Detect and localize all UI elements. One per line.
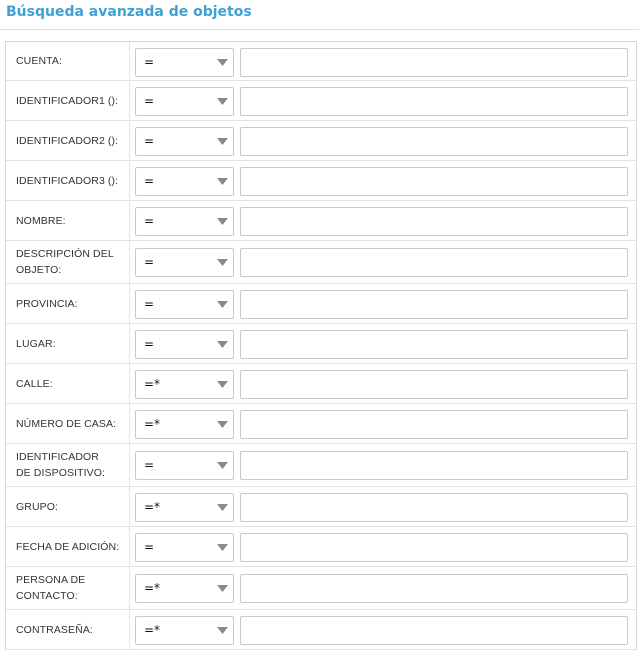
form-row [6,81,636,121]
field-label-cell [6,527,130,566]
field-label-cell [6,81,130,120]
operator-select[interactable] [135,533,234,562]
field-label: LUGAR: [16,337,56,350]
chevron-down-icon [217,627,228,634]
operator-select[interactable] [135,290,234,319]
chevron-down-icon [217,218,228,225]
value-input[interactable] [240,330,628,359]
field-label: PERSONA DE CONTACTO: [16,574,86,602]
field-label-cell [6,567,130,609]
operator-select[interactable] [135,616,234,645]
value-input[interactable] [240,533,628,562]
chevron-down-icon [217,544,228,551]
operator-select[interactable] [135,48,234,77]
search-form [5,41,637,650]
field-label: IDENTIFICADOR3 (): [16,174,119,187]
chevron-down-icon [217,585,228,592]
value-input[interactable] [240,48,628,77]
operator-value: = [144,214,155,228]
form-row [6,41,636,81]
form-row [6,404,636,444]
operator-value: = [144,134,155,148]
value-input[interactable] [240,370,628,399]
value-input[interactable] [240,167,628,196]
form-row [6,284,636,324]
operator-select[interactable] [135,127,234,156]
field-label-cell [6,161,130,200]
operator-select[interactable] [135,493,234,522]
value-input[interactable] [240,87,628,116]
field-label-cell [6,324,130,363]
field-label-cell [6,284,130,323]
chevron-down-icon [217,301,228,308]
form-row [6,364,636,404]
value-input[interactable] [240,493,628,522]
operator-select[interactable] [135,248,234,277]
field-label-cell [6,487,130,526]
form-row [6,487,636,527]
form-row [6,324,636,364]
field-label: IDENTIFICADOR2 (): [16,134,119,147]
operator-value: = [144,458,155,472]
field-label: CUENTA: [16,55,63,67]
field-label-cell [6,404,130,443]
page-title: Búsqueda avanzada de objetos [6,4,252,20]
field-label: NOMBRE: [16,214,66,227]
chevron-down-icon [217,504,228,511]
field-label: IDENTIFICADOR1 (): [16,94,119,107]
operator-value: =* [144,377,161,391]
field-label: CALLE: [16,377,53,390]
value-input[interactable] [240,410,628,439]
operator-select[interactable] [135,370,234,399]
chevron-down-icon [217,138,228,145]
operator-select[interactable] [135,451,234,480]
operator-value: = [144,297,155,311]
operator-value: =* [144,417,161,431]
operator-value: =* [144,623,161,637]
field-label-cell [6,364,130,403]
field-label: IDENTIFICADOR DE DISPOSITIVO: [16,451,106,479]
value-input[interactable] [240,127,628,156]
title-divider [0,29,639,30]
field-label: FECHA DE ADICIÓN: [16,540,120,553]
chevron-down-icon [217,421,228,428]
field-label: DESCRIPCIÓN DEL OBJETO: [16,248,114,276]
operator-value: =* [144,581,161,595]
operator-value: = [144,174,155,188]
operator-value: =* [144,500,161,514]
chevron-down-icon [217,178,228,185]
operator-select[interactable] [135,167,234,196]
form-row [6,527,636,567]
operator-select[interactable] [135,574,234,603]
chevron-down-icon [217,98,228,105]
form-row [6,121,636,161]
operator-select[interactable] [135,87,234,116]
operator-select[interactable] [135,207,234,236]
chevron-down-icon [217,381,228,388]
field-label: CONTRASEÑA: [16,623,93,636]
value-input[interactable] [240,248,628,277]
form-row [6,610,636,650]
operator-value: = [144,94,155,108]
value-input[interactable] [240,290,628,319]
form-row [6,444,636,487]
field-label-cell [6,121,130,160]
value-input[interactable] [240,616,628,645]
field-label: PROVINCIA: [16,297,78,310]
field-label: NÚMERO DE CASA: [16,417,117,430]
operator-value: = [144,255,155,269]
operator-value: = [144,55,155,69]
chevron-down-icon [217,341,228,348]
operator-value: = [144,337,155,351]
value-input[interactable] [240,207,628,236]
field-label-cell [6,610,130,649]
form-row [6,567,636,610]
field-label-cell [6,42,130,80]
field-label: GRUPO: [16,500,59,513]
chevron-down-icon [217,259,228,266]
field-label-cell [6,241,130,283]
operator-value: = [144,540,155,554]
operator-select[interactable] [135,330,234,359]
value-input[interactable] [240,574,628,603]
form-row [6,161,636,201]
chevron-down-icon [217,59,228,66]
form-row [6,241,636,284]
chevron-down-icon [217,462,228,469]
field-label-cell [6,201,130,240]
field-label-cell [6,444,130,486]
form-row [6,201,636,241]
value-input[interactable] [240,451,628,480]
operator-select[interactable] [135,410,234,439]
